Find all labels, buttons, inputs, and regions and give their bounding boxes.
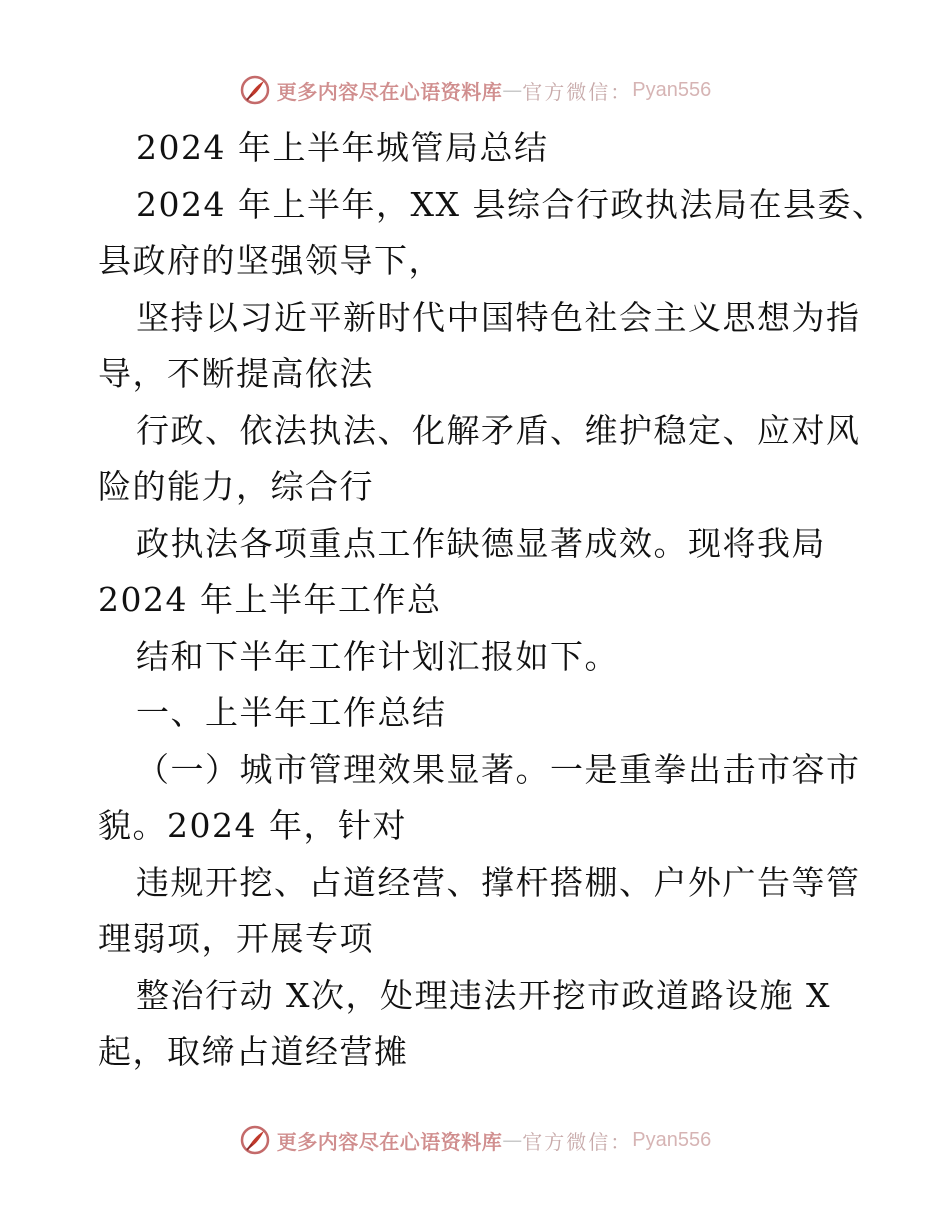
watermark-separator: —	[502, 78, 523, 102]
watermark-subtitle: 官方微信：	[522, 79, 633, 104]
paragraph-line: （一）城市管理效果显著。一是重拳出击市容市	[136, 749, 861, 789]
document-body	[98, 120, 887, 1081]
feather-pen-logo-icon	[239, 1124, 271, 1156]
paragraph-line: 2024 年上半年工作总	[98, 580, 442, 619]
watermark-wechat-id: Pyan556	[632, 1128, 712, 1151]
watermark-separator: —	[502, 1128, 523, 1152]
paragraph-line: 政执法各项重点工作缺德显著成效。现将我局	[136, 523, 826, 563]
section-heading: 一、上半年工作总结	[136, 693, 447, 732]
watermark-text: 更多内容尽在心语资料库	[276, 1129, 503, 1154]
watermark-wechat-id: Pyan556	[632, 78, 712, 101]
feather-pen-logo-icon	[239, 74, 271, 106]
paragraph-line: 结和下半年工作计划汇报如下。	[136, 636, 619, 676]
paragraph-line: 导，不断提高依法	[98, 354, 374, 393]
paragraph-line: 整治行动 X次，处理违法开挖市政道路设施 X	[136, 975, 831, 1015]
paragraph-line: 行政、依法执法、化解矛盾、维护稳定、应对风	[136, 410, 861, 450]
paragraph-line: 坚持以习近平新时代中国特色社会主义思想为指	[136, 297, 861, 337]
watermark-subtitle: 官方微信：	[522, 1129, 633, 1154]
paragraph-line: 险的能力，综合行	[98, 467, 374, 506]
paragraph-line: 县政府的坚强领导下，	[98, 241, 443, 280]
paragraph-line: 貌。2024 年，针对	[98, 806, 407, 845]
footer-watermark	[0, 1120, 950, 1160]
paragraph-line: 起，取缔占道经营摊	[98, 1032, 409, 1071]
document-title: 2024 年上半年城管局总结	[136, 128, 549, 167]
paragraph-line: 违规开挖、占道经营、撑杆搭棚、户外广告等管	[136, 862, 861, 902]
header-watermark	[0, 70, 950, 110]
paragraph-line: 2024 年上半年，XX 县综合行政执法局在县委、	[136, 184, 887, 224]
watermark-text: 更多内容尽在心语资料库	[276, 79, 503, 104]
paragraph-line: 理弱项，开展专项	[98, 919, 374, 958]
